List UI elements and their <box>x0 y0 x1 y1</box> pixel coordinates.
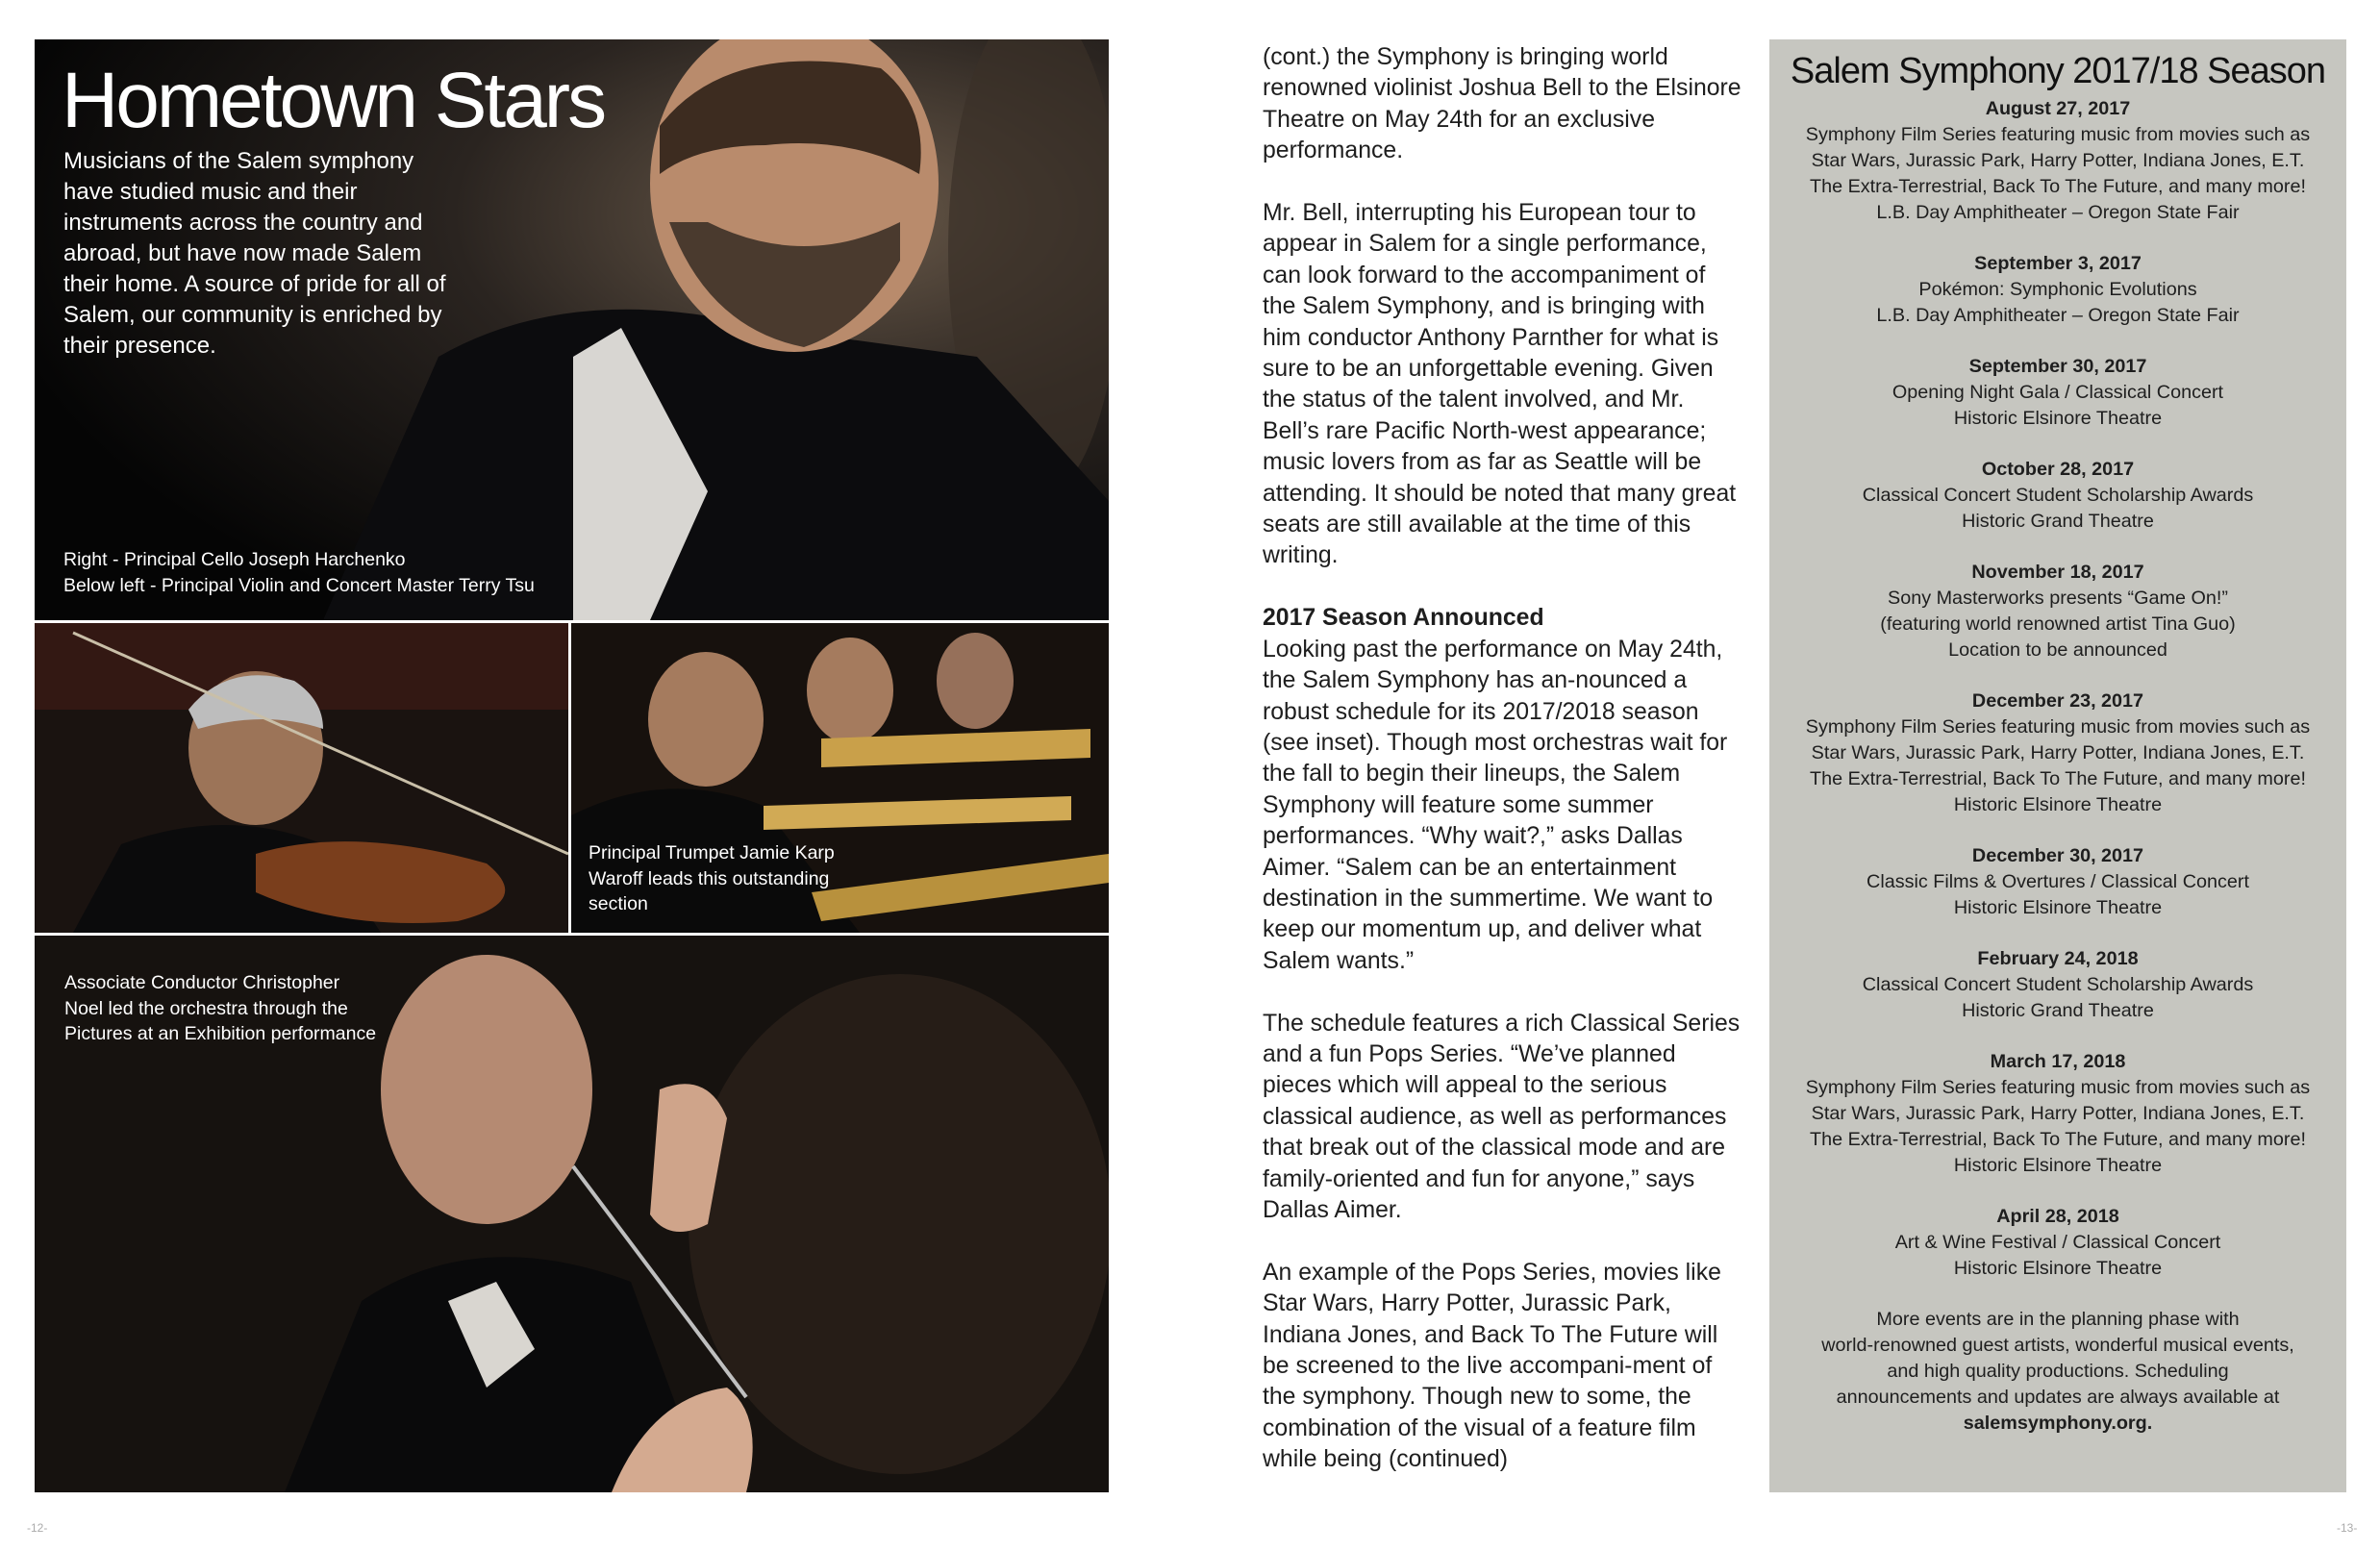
conductor-caption: Associate Conductor Christopher Noel led the orchestra through the Pictures at an Exhibition performance <box>64 972 377 1044</box>
hero-caption-line-1: Right - Principal Cello Joseph Harchenko <box>63 549 406 570</box>
event-detail: Art & Wine Festival / Classical Concert <box>1894 1232 2221 1253</box>
season-event <box>1769 96 2346 226</box>
event-detail: Symphony Film Series featuring music from movies such as <box>1805 124 2311 145</box>
event-detail: L.B. Day Amphitheater – Oregon State Fair <box>1876 202 2240 223</box>
season-event <box>1769 251 2346 329</box>
event-detail: Historic Grand Theatre <box>1962 1000 2154 1021</box>
event-detail: (featuring world renowned artist Tina Guo) <box>1880 613 2236 635</box>
violinist-photo <box>35 623 568 933</box>
event-detail: Star Wars, Jurassic Park, Harry Potter, Indiana Jones, E.T. <box>1811 1103 2305 1124</box>
season-event <box>1769 843 2346 921</box>
event-detail: Classical Concert Student Scholarship Awards <box>1862 974 2254 995</box>
trumpet-caption: Principal Trumpet Jamie Karp Waroff leads this outstanding section <box>589 842 835 914</box>
footer-line: More events are in the planning phase with <box>1876 1309 2240 1330</box>
event-date: September 3, 2017 <box>1974 253 2142 274</box>
footer-line: world-renowned guest artists, wonderful musical events, <box>1821 1335 2294 1356</box>
footer-line: and high quality productions. Scheduling <box>1887 1361 2229 1382</box>
hero-caption <box>63 547 602 598</box>
season-event <box>1769 457 2346 535</box>
event-detail: Classic Films & Overtures / Classical Concert <box>1866 871 2249 892</box>
event-detail: Historic Elsinore Theatre <box>1953 897 2163 918</box>
article-paragraph: The schedule features a rich Classical Series and a fun Pops Series. “We’ve planned pieces which will appeal to the serious classical audience, as well as performances that break out of the classical mode and are family-oriented and fun for anyone,” says Dallas Aimer. <box>1263 1010 1741 1223</box>
season-event-list <box>1769 96 2346 1282</box>
event-detail: The Extra-Terrestrial, Back To The Future, and many more! <box>1810 176 2306 197</box>
article-paragraph: An example of the Pops Series, movies like Star Wars, Harry Potter, Jurassic Park, Indiana Jones, and Back To The Future will be screened to the live accompani-ment of the symphony. Though new to some, the combination of the visual of a feature film while being (continued) <box>1263 1259 1721 1473</box>
season-event <box>1769 354 2346 432</box>
page-number-right: -13- <box>2337 1521 2358 1535</box>
event-date: August 27, 2017 <box>1985 98 2131 119</box>
event-date: October 28, 2017 <box>1981 459 2135 480</box>
season-footer <box>1769 1307 2346 1437</box>
event-detail: Symphony Film Series featuring music from movies such as <box>1805 1077 2311 1098</box>
season-event <box>1769 560 2346 663</box>
event-date: November 18, 2017 <box>1971 562 2144 583</box>
event-detail: Opening Night Gala / Classical Concert <box>1891 382 2224 403</box>
event-detail: Sony Masterworks presents “Game On!” <box>1888 588 2228 609</box>
event-detail: Historic Elsinore Theatre <box>1953 1155 2163 1176</box>
article-paragraph: Looking past the performance on May 24th, the Salem Symphony has an-nounced a robust schedule for its 2017/2018 season (see inset). Though most orchestras wait for the fall to begin their lineups, the Salem Symphony will feature some summer performances. “Why wait?,” asks Dallas Aimer. “Salem can be an entertainment destination in the summertime. We want to keep our momentum up, and deliver what Salem wants.” <box>1263 636 1728 974</box>
event-detail: Star Wars, Jurassic Park, Harry Potter, Indiana Jones, E.T. <box>1811 742 2305 763</box>
event-detail: Location to be announced <box>1948 639 2167 661</box>
event-detail: Star Wars, Jurassic Park, Harry Potter, Indiana Jones, E.T. <box>1811 150 2305 171</box>
event-detail: Historic Elsinore Theatre <box>1953 794 2163 815</box>
season-event <box>1769 688 2346 818</box>
event-detail: Historic Elsinore Theatre <box>1953 408 2163 429</box>
season-inset <box>1769 39 2346 1492</box>
event-date: December 23, 2017 <box>1971 690 2144 712</box>
article-column <box>1263 42 1743 1507</box>
event-detail: Symphony Film Series featuring music from movies such as <box>1805 716 2311 738</box>
event-detail: Pokémon: Symphonic Evolutions <box>1918 279 2197 300</box>
event-date: September 30, 2017 <box>1968 356 2147 377</box>
event-detail: L.B. Day Amphitheater – Oregon State Fair <box>1876 305 2240 326</box>
page-number-left: -12- <box>27 1521 48 1535</box>
article-intro: Musicians of the Salem symphony have studied music and their instruments across the country and abroad, but have now made Salem their home. A source of pride for all of Salem, our community is enriched by their presence. <box>63 148 446 359</box>
event-detail: Historic Grand Theatre <box>1962 511 2154 532</box>
season-title: Salem Symphony 2017/18 Season <box>1790 51 2326 91</box>
article-headline: Hometown Stars <box>62 57 605 144</box>
event-detail: Classical Concert Student Scholarship Awards <box>1862 485 2254 506</box>
event-date: March 17, 2018 <box>1990 1051 2126 1072</box>
footer-line: announcements and updates are always available at <box>1836 1387 2280 1408</box>
season-event <box>1769 1204 2346 1282</box>
article-paragraph: Mr. Bell, interrupting his European tour to appear in Salem for a single performance, can look forward to the accompaniment of the Salem Symphony, and is bringing with him conductor Anthony Parnther for what is sure to be an unforgettable evening. Given the status of the talent involved, and Mr. Bell’s rare Pacific North-west appearance; music lovers from as far as Seattle will be attending. It should be noted that many great seats are still available at the time of this writing. <box>1263 200 1737 569</box>
event-detail: The Extra-Terrestrial, Back To The Future, and many more! <box>1810 768 2306 789</box>
event-detail: The Extra-Terrestrial, Back To The Future, and many more! <box>1810 1129 2306 1150</box>
event-date: February 24, 2018 <box>1977 948 2139 969</box>
season-event <box>1769 946 2346 1024</box>
website-link[interactable]: salemsymphony.org. <box>1963 1413 2153 1434</box>
article-paragraph: (cont.) the Symphony is bringing world renowned violinist Joshua Bell to the Elsinore Theatre on May 24th for an exclusive performance. <box>1263 44 1741 164</box>
event-date: December 30, 2017 <box>1971 845 2144 866</box>
hero-caption-line-2: Below left - Principal Violin and Concert Master Terry Tsu <box>63 574 535 596</box>
event-date: April 28, 2018 <box>1996 1206 2119 1227</box>
event-detail: Historic Elsinore Theatre <box>1953 1258 2163 1279</box>
season-event <box>1769 1049 2346 1179</box>
section-heading: 2017 Season Announced <box>1263 605 1544 632</box>
